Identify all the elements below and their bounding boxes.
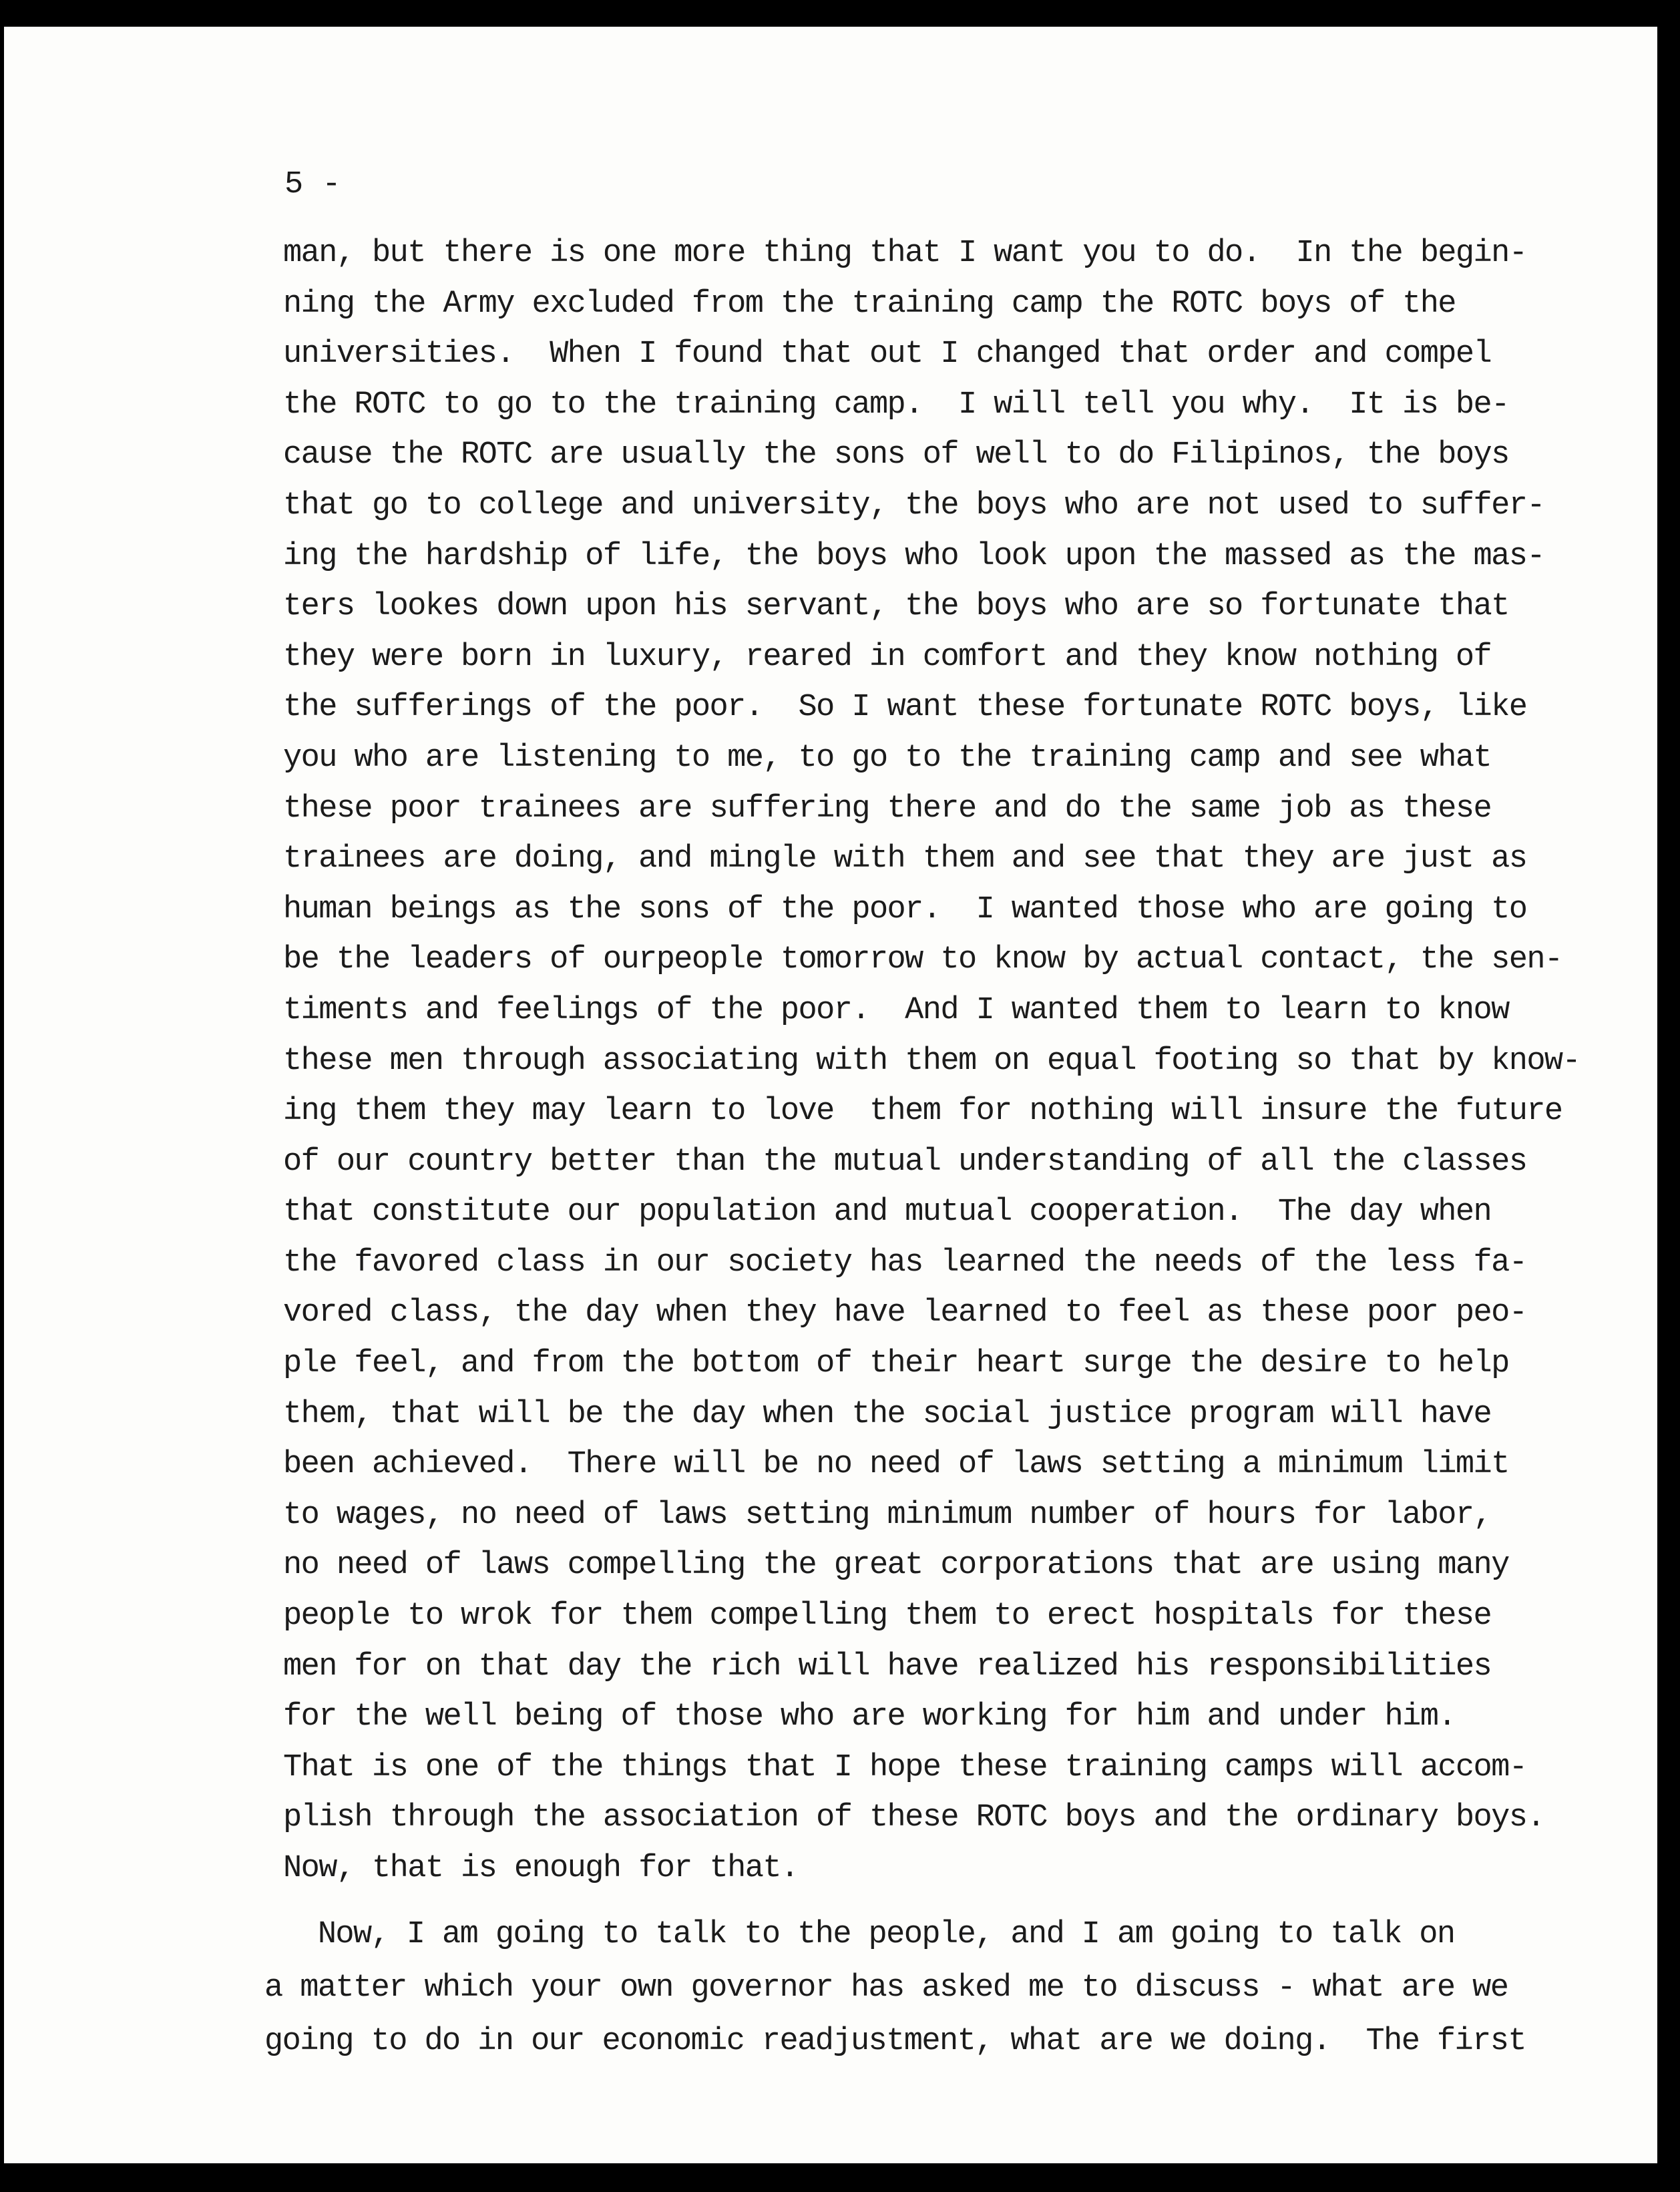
text-line: a matter which your own governor has asked me to discuss - what are we (264, 1970, 1508, 2006)
text-line: no need of laws compelling the great corporations that are using many (283, 1548, 1509, 1584)
text-line: these men through associating with them on equal footing so that by know- (283, 1043, 1581, 1079)
paragraph-1 (283, 228, 1581, 1894)
text-line: people to wrok for them compelling them to erect hospitals for these (283, 1598, 1492, 1634)
text-line: them, that will be the day when the social justice program will have (283, 1396, 1492, 1432)
text-line: universities. When I found that out I changed that order and compel (283, 337, 1492, 373)
text-line: the favored class in our society has learned the needs of the less fa- (283, 1245, 1527, 1281)
text-line: timents and feelings of the poor. And I wanted them to learn to know (283, 992, 1509, 1028)
text-line: for the well being of those who are working for him and under him. (283, 1699, 1456, 1735)
text-line: be the leaders of ourpeople tomorrow to know by actual contact, the sen- (283, 942, 1562, 978)
text-line: Now, that is enough for that. (283, 1851, 799, 1886)
text-line: that constitute our population and mutual cooperation. The day when (283, 1194, 1492, 1231)
text-line: vored class, the day when they have learned to feel as these poor peo- (283, 1295, 1527, 1331)
text-line: That is one of the things that I hope these training camps will accom- (283, 1749, 1527, 1785)
text-line: the sufferings of the poor. So I want these fortunate ROTC boys, like (283, 690, 1527, 726)
text-line: the ROTC to go to the training camp. I will tell you why. It is be- (283, 387, 1509, 423)
text-line: trainees are doing, and mingle with them and see that they are just as (283, 841, 1527, 877)
text-line: these poor trainees are suffering there and do the same job as these (283, 791, 1492, 827)
text-line: of our country better than the mutual understanding of all the classes (283, 1144, 1527, 1180)
text-line: ple feel, and from the bottom of their heart surge the desire to help (283, 1346, 1509, 1382)
text-line: human beings as the sons of the poor. I wanted those who are going to (283, 891, 1527, 927)
text-line: going to do in our economic readjustment, what are we doing. The first (264, 2024, 1526, 2059)
text-line: that go to college and university, the boys who are not used to suffer- (283, 487, 1544, 523)
text-line: you who are listening to me, to go to the training camp and see what (283, 740, 1492, 776)
page-number: 5 - (284, 167, 341, 202)
text-line: man, but there is one more thing that I want you to do. In the begin- (283, 236, 1527, 271)
text-line: Now, I am going to talk to the people, and I am going to talk on (264, 1917, 1455, 1952)
text-line: ing the hardship of life, the boys who look upon the massed as the mas- (283, 538, 1544, 574)
text-line: ing them they may learn to love them for nothing will insure the future (283, 1094, 1562, 1130)
text-line: plish through the association of these ROTC boys and the ordinary boys. (283, 1800, 1544, 1836)
text-line: been achieved. There will be no need of laws setting a minimum limit (283, 1447, 1509, 1483)
document-page (4, 27, 1657, 2163)
text-line: men for on that day the rich will have realized his responsibilities (283, 1649, 1492, 1685)
text-line: cause the ROTC are usually the sons of well to do Filipinos, the boys (283, 437, 1509, 473)
paragraph-2 (264, 1908, 1553, 2068)
text-line: they were born in luxury, reared in comfort and they know nothing of (283, 639, 1492, 675)
text-line: ters lookes down upon his servant, the boys who are so fortunate that (283, 589, 1509, 625)
text-line: ning the Army excluded from the training camp the ROTC boys of the (283, 286, 1456, 322)
text-line: to wages, no need of laws setting minimum number of hours for labor, (283, 1497, 1492, 1533)
